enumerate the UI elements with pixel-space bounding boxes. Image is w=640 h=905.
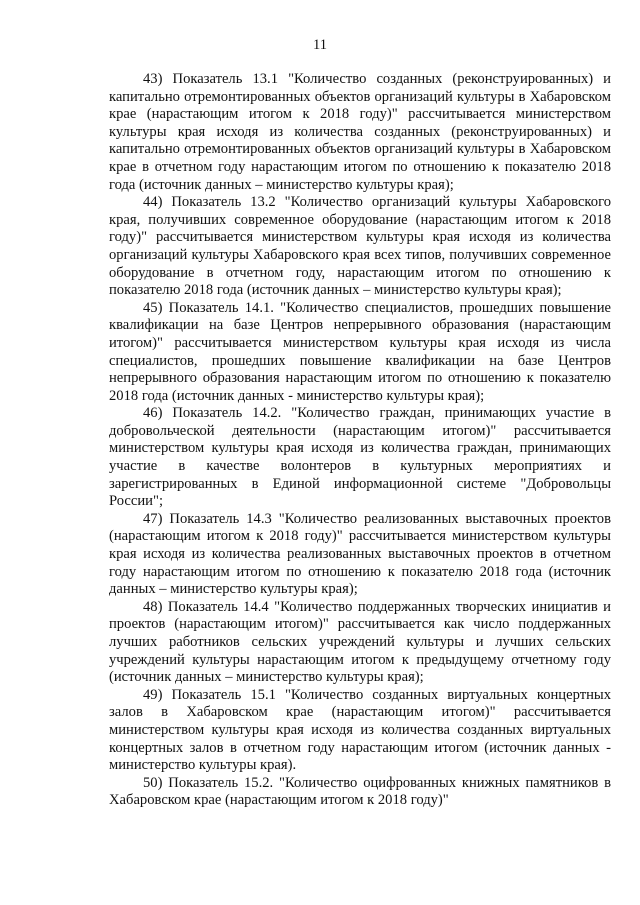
paragraph-47: 47) Показатель 14.3 "Количество реализованных выставочных проектов (нарастающим итогом к 2018 году)" рассчитывается министерством культуры края исходя из количества реализованных выставочных проектов в отчетном году нарастающим итогом по отношению к показателю 2018 года (источник данных – министерство культуры края); (109, 510, 611, 598)
paragraph-46: 46) Показатель 14.2. "Количество граждан, принимающих участие в добровольческой деятельности (нарастающим итогом)" рассчитывается министерством культуры края исходя из количества граждан, принимающих участие в качестве волонтеров в культурных мероприятиях и зарегистрированных в Единой информационной системе "Добровольцы России"; (109, 405, 611, 510)
paragraph-48: 48) Показатель 14.4 "Количество поддержанных творческих инициатив и проектов (нарастающим итогом)" рассчитывается как число поддержанных лучших работников сельских учреждений культуры и лучших сельских учреждений культуры нарастающим итогом к предыдущему отчетному году (источник данных – министерство культуры края); (109, 598, 611, 686)
paragraph-49: 49) Показатель 15.1 "Количество созданных виртуальных концертных залов в Хабаровском крае (нарастающим итогом)" рассчитывается министерством культуры края исходя из количества созданных виртуальных концертных залов в отчетном году нарастающим итогом (источник данных - министерство культуры края). (109, 686, 611, 774)
paragraph-50: 50) Показатель 15.2. "Количество оцифрованных книжных памятников в Хабаровском крае (нарастающим итогом к 2018 году)" (109, 774, 611, 809)
paragraph-44: 44) Показатель 13.2 "Количество организаций культуры Хабаровского края, получивших современное оборудование (нарастающим итогом к 2018 году)" рассчитывается министерством культуры края исходя из количества организаций культуры Хабаровского края всех типов, получивших современное оборудование в отчетном году, нарастающим итогом по отношению к показателю 2018 года (источник данных – министерство культуры края); (109, 194, 611, 299)
paragraph-43: 43) Показатель 13.1 "Количество созданных (реконструированных) и капитально отремонтированных объектов организаций культуры в Хабаровском крае (нарастающим итогом к 2018 году)" рассчитывается министерством культуры края исходя из количества созданных (реконструированных) и капитально отремонтированных объектов организаций культуры в Хабаровском крае в отчетном году нарастающим итогом по отношению к показателю 2018 года (источник данных – министерство культуры края); (109, 71, 611, 193)
paragraph-45: 45) Показатель 14.1. "Количество специалистов, прошедших повышение квалификации на базе Центров непрерывного образования (нарастающим итогом)" рассчитывается министерством культуры края исходя из числа специалистов, прошедших повышение квалификации на базе Центров непрерывного образования нарастающим итогом по отношению к показателю 2018 года (источник данных - министерство культуры края); (109, 299, 611, 404)
page-number: 11 (313, 37, 327, 53)
document-body (109, 71, 611, 810)
